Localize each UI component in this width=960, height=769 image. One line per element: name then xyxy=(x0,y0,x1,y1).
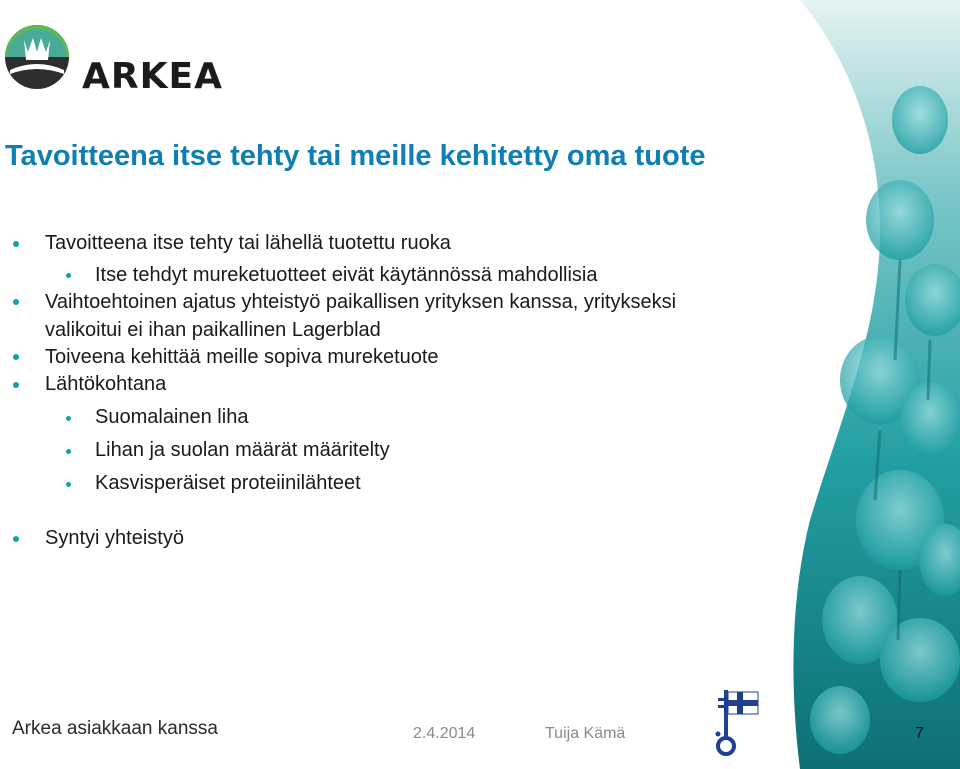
list-item: Kasvisperäiset proteiinilähteet xyxy=(95,472,361,494)
list-item: Lihan ja suolan määrät määritelty xyxy=(95,439,390,461)
arkea-crown-logo-icon xyxy=(2,22,72,92)
list-item: Vaihtoehtoinen ajatus yhteistyö paikallisen yrityksen kanssa, yritykseksi xyxy=(45,291,677,313)
bullet-dot xyxy=(66,449,71,454)
page-number: 7 xyxy=(915,725,924,742)
footer-date: 2.4.2014 xyxy=(413,725,476,742)
list-item: Itse tehdyt mureketuotteet eivät käytännössä mahdollisia xyxy=(95,264,598,286)
arkea-logo xyxy=(2,22,223,97)
list-item: Syntyi yhteistyö xyxy=(45,527,184,549)
bullet-dot xyxy=(66,416,71,421)
bullet-dot xyxy=(13,299,19,305)
list-item: Tavoitteena itse tehty tai lähellä tuotettu ruoka xyxy=(45,232,451,254)
list-item: valikoitui ei ihan paikallinen Lagerblad xyxy=(45,319,381,341)
list-item: Suomalainen liha xyxy=(95,406,249,428)
finnish-key-flag-icon xyxy=(710,688,760,756)
footer-left-text: Arkea asiakkaan kanssa xyxy=(12,718,218,739)
bullet-dot xyxy=(13,536,19,542)
bullet-dot xyxy=(66,273,71,278)
bullet-dot xyxy=(13,382,19,388)
slide-title: Tavoitteena itse tehty tai meille kehitetty oma tuote xyxy=(5,140,706,172)
footer-author: Tuija Kämä xyxy=(545,725,626,742)
list-item: Lähtökohtana xyxy=(45,373,167,395)
list-item: Toiveena kehittää meille sopiva mureketuote xyxy=(45,346,439,368)
bullet-dot xyxy=(13,354,19,360)
logo-wordmark: ARKEA xyxy=(82,56,223,97)
bullet-dot xyxy=(66,482,71,487)
bullet-dot xyxy=(13,241,19,247)
